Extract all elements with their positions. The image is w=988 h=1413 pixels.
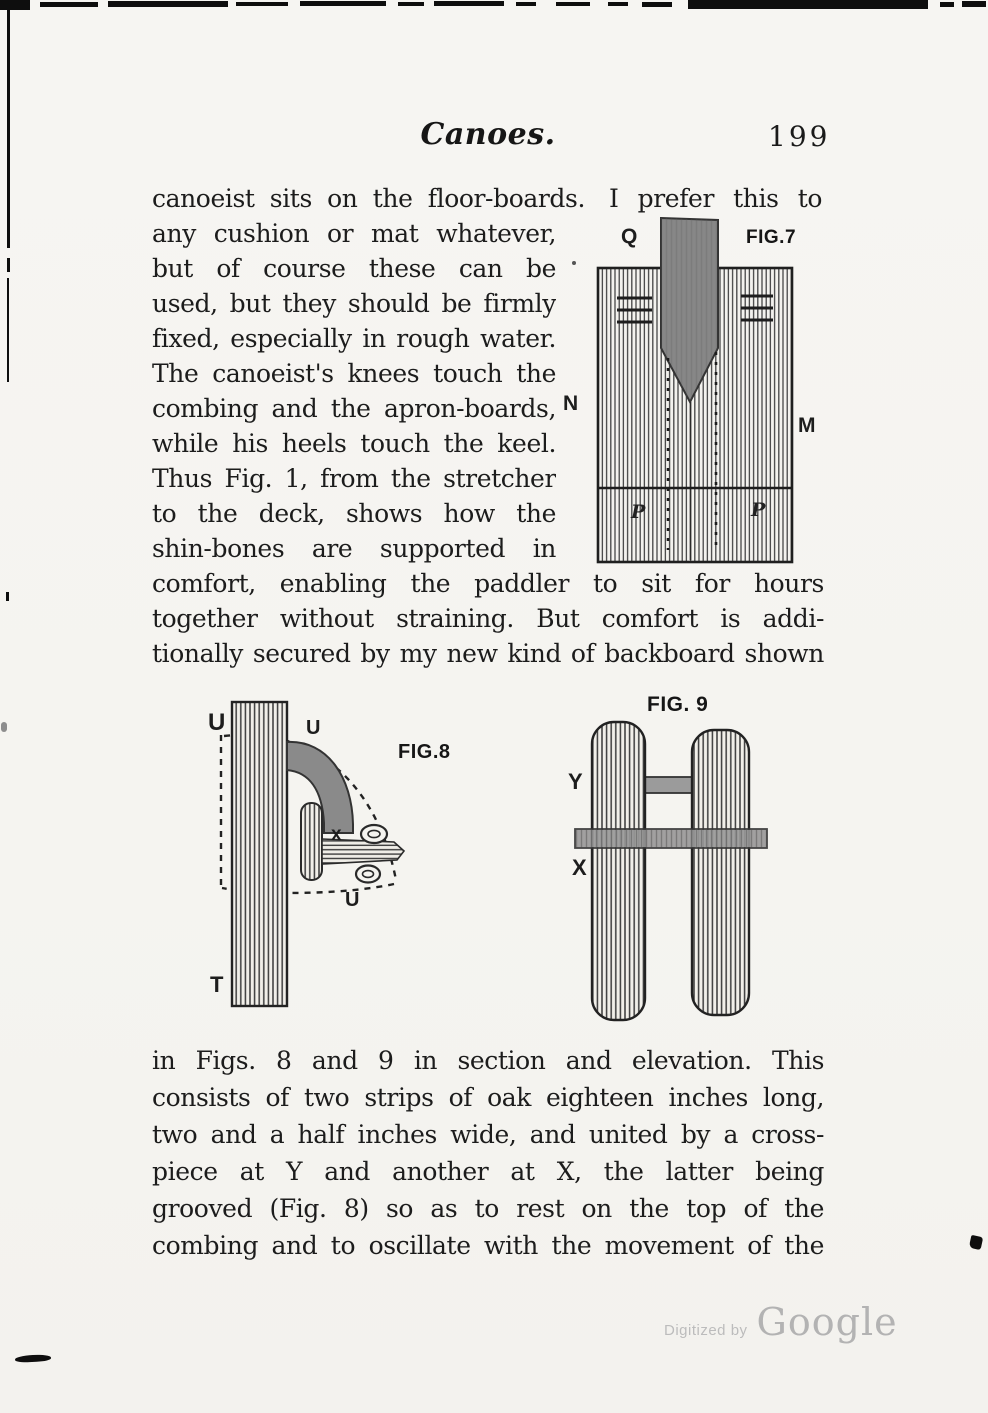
fig7-label-p1: P: [631, 501, 646, 523]
text-line: combing and the apron-boards,: [152, 394, 556, 423]
fig7-title: FIG.7: [746, 227, 797, 248]
fig9-left-strip: [592, 722, 645, 1020]
fig9-label-x: X: [572, 855, 587, 880]
text-line: but of course these can be: [152, 254, 556, 283]
text-line: I prefer this to: [609, 184, 822, 213]
paragraph: [152, 566, 824, 671]
scan-artifact: [15, 1354, 51, 1363]
scan-artifact: [969, 1235, 983, 1250]
text-line: combing and to oscillate with the movement of the: [152, 1231, 824, 1260]
text-line: comfort, enabling the paddler to sit for hours: [152, 569, 824, 598]
fig8-oak-strip: [232, 702, 287, 1006]
google-logo: Google: [756, 1300, 898, 1344]
page-number: 199: [768, 120, 831, 153]
text-line: shin-bones are supported in: [152, 534, 556, 563]
fig8-label-x: x: [331, 824, 342, 845]
text-line: fixed, especially in rough water.: [152, 324, 556, 353]
text-line: two and a half inches wide, and united by a cross-: [152, 1120, 824, 1149]
text-line: any cushion or mat whatever,: [152, 219, 556, 248]
fig8-combing-bar: [301, 803, 322, 880]
fig7-label-n: N: [563, 392, 579, 415]
fig9-right-strip: [692, 730, 749, 1015]
paragraph: [152, 1042, 824, 1264]
fig8-label-u3: U: [345, 889, 360, 911]
fig9-label-y: Y: [568, 769, 583, 794]
paragraph: [152, 216, 556, 566]
watermark-prefix: Digitized by: [664, 1322, 748, 1339]
text-line: together without straining. But comfort is addi-: [152, 604, 824, 633]
fig8-label-u2: U: [306, 717, 321, 739]
text-line: consists of two strips of oak eighteen inches long,: [152, 1083, 824, 1112]
page-title: Canoes.: [420, 117, 556, 152]
fig9-illustration: [550, 685, 830, 1030]
text-line: while his heels touch the keel.: [152, 429, 556, 458]
fig8-label-u1: U: [208, 709, 226, 736]
fig7-label-m: M: [798, 414, 816, 437]
fig9-title: FIG. 9: [647, 693, 709, 716]
fig8-title: FIG.8: [398, 741, 451, 763]
text-line: tionally secured by my new kind of backboard shown: [152, 639, 824, 668]
fig9-cross-piece-x: [575, 829, 767, 848]
digitized-by-google-watermark: [664, 1300, 898, 1344]
text-line: piece at Y and another at X, the latter being: [152, 1157, 824, 1186]
fig8-illustration: [198, 690, 470, 1025]
text-line: to the deck, shows how the: [152, 499, 556, 528]
text-line: used, but they should be firmly: [152, 289, 556, 318]
text-line: grooved (Fig. 8) so as to rest on the top of the: [152, 1194, 824, 1223]
fig7-label-q: Q: [621, 225, 638, 248]
text-line: in Figs. 8 and 9 in section and elevation. This: [152, 1046, 824, 1075]
text-line: Thus Fig. 1, from the stretcher: [152, 464, 556, 493]
fig7-illustration: [555, 210, 825, 570]
fig8-label-t: T: [210, 972, 224, 997]
fig7-label-p2: P: [751, 499, 766, 521]
text-line: canoeist sits on the floor-boards.: [152, 184, 585, 213]
text-line: The canoeist's knees touch the: [152, 359, 556, 388]
